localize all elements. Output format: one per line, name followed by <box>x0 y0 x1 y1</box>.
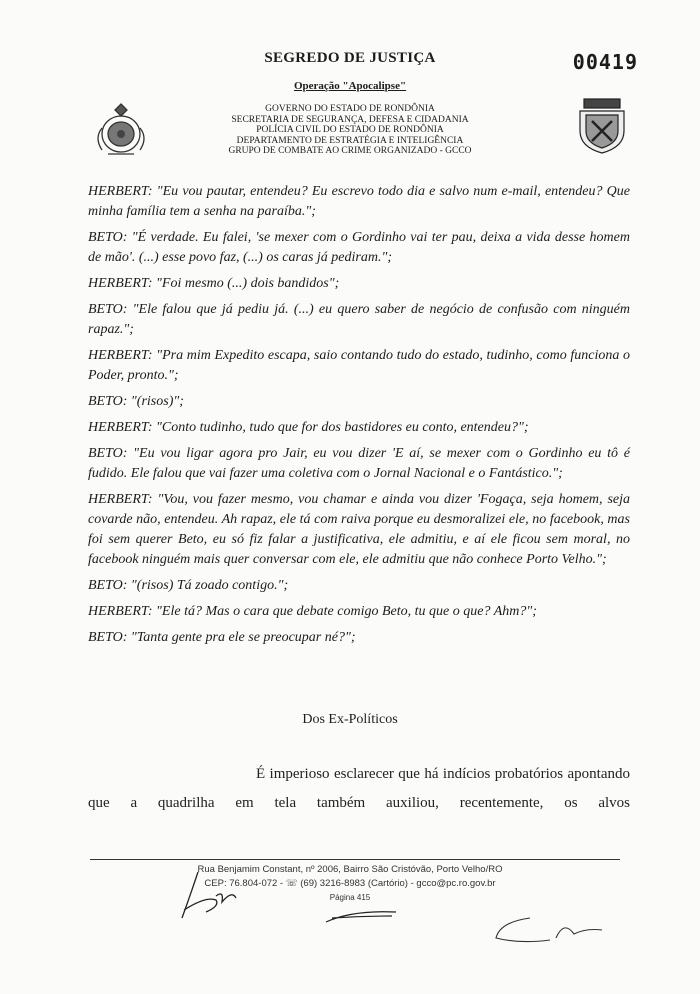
speaker-label: BETO: <box>88 394 128 409</box>
dialogue-text: "Ele tá? Mas o cara que debate comigo Beto, tu que o que? Ahm?"; <box>152 604 537 619</box>
footer-contact: CEP: 76.804-072 - ☏ (69) 3216-8983 (Cartório) - gcco@pc.ro.gov.br <box>204 878 496 889</box>
dialogue-text: "Eu vou ligar agora pro Jair, eu vou dizer 'E aí, se mexer com o Gordinho eu tô é fudido. Ele falou que vai fazer uma coletiva com o Jornal Nacional e o Fantástico."; <box>88 446 630 481</box>
institution-line: GOVERNO DO ESTADO DE RONDÔNIA <box>265 104 435 114</box>
speaker-label: HERBERT: <box>88 276 153 291</box>
dialogue-line <box>88 346 630 386</box>
dialogue-text: "Pra mim Expedito escapa, saio contando tudo do estado, tudinho, como funciona o Poder, pronto."; <box>88 348 630 383</box>
dialogue-line <box>88 274 630 294</box>
dialogue-text: "(risos) Tá zoado contigo."; <box>127 578 289 593</box>
dialogue-line <box>88 392 630 412</box>
institution-line: SECRETARIA DE SEGURANÇA, DEFESA E CIDADANIA <box>231 114 469 125</box>
footer-divider <box>90 859 620 860</box>
speaker-label: BETO: <box>88 578 128 593</box>
section-body-paragraph: É imperioso esclarecer que há indícios probatórios apontando que a quadrilha em tela também auxiliou, recentemente, os alvos <box>88 766 630 811</box>
dialogue-line <box>88 444 630 484</box>
page-number: Página 415 <box>329 893 371 902</box>
section-heading: Dos Ex-Políticos <box>302 712 398 727</box>
speaker-label: HERBERT: <box>88 492 153 507</box>
footer-block <box>0 863 700 905</box>
dialogue-text: "Conto tudinho, tudo que for dos bastidores eu conto, entendeu?"; <box>152 420 529 435</box>
dialogue-line <box>88 182 630 222</box>
dialogue-text: "Vou, vou fazer mesmo, vou chamar e ainda vou dizer 'Fogaça, seja homem, seja covarde não, entendeu. Ah rapaz, ele tá com raiva porque eu desmoralizei ele, no facebook, mas foi sem querer Beto, eu só fiz falar a justificativa, ele admitiu, e aí ele ficou sem moral, no facebook ninguém mais quer conversar com ele, ele admitiu que não conhece Porto Velho."; <box>88 492 630 567</box>
dialogue-line <box>88 490 630 570</box>
dialogue-line <box>88 418 630 438</box>
speaker-label: HERBERT: <box>88 420 153 435</box>
speaker-label: HERBERT: <box>88 348 153 363</box>
dialogue-line <box>88 576 630 596</box>
dialogue-text: "(risos)"; <box>127 394 184 409</box>
operation-name: Operação "Apocalipse" <box>293 80 407 92</box>
secrecy-header: SEGREDO DE JUSTIÇA <box>264 50 436 66</box>
handwritten-signature-right <box>490 910 610 950</box>
footer-address: Rua Benjamim Constant, nº 2006, Bairro São Cristóvão, Porto Velho/RO <box>197 864 503 875</box>
institution-line: POLÍCIA CIVIL DO ESTADO DE RONDÔNIA <box>256 125 444 135</box>
speaker-label: BETO: <box>88 302 128 317</box>
institution-line: GRUPO DE COMBATE AO CRIME ORGANIZADO - GCCO <box>228 146 472 156</box>
dialogue-text: "Tanta gente pra ele se preocupar né?"; <box>127 630 356 645</box>
dialogue-line <box>88 228 630 268</box>
dialogue-line <box>88 628 630 648</box>
speaker-label: HERBERT: <box>88 184 153 199</box>
speaker-label: BETO: <box>88 446 128 461</box>
dialogue-text: "É verdade. Eu falei, 'se mexer com o Gordinho vai ter pau, deixa a vida desse homem de mão'. (...) esse povo faz, (...) os caras já pediram."; <box>88 230 630 265</box>
transcript-dialogue <box>88 182 630 654</box>
handwritten-signature-stroke <box>322 902 402 928</box>
handwritten-initials-signature <box>176 866 256 922</box>
dialogue-text: "Ele falou que já pediu já. (...) eu quero saber de negócio de confusão com ninguém rapaz."; <box>88 302 630 337</box>
speaker-label: BETO: <box>88 630 128 645</box>
dialogue-line <box>88 300 630 340</box>
dialogue-line <box>88 602 630 622</box>
document-number-stamp: 00419 <box>572 50 638 74</box>
speaker-label: HERBERT: <box>88 604 153 619</box>
institution-block <box>0 104 700 157</box>
speaker-label: BETO: <box>88 230 128 245</box>
dialogue-text: "Eu vou pautar, entendeu? Eu escrevo todo dia e salvo num e-mail, entendeu? Que minha família tem a senha na paraíba."; <box>88 184 630 219</box>
dialogue-text: "Foi mesmo (...) dois bandidos"; <box>152 276 340 291</box>
institution-line: DEPARTAMENTO DE ESTRATÉGIA E INTELIGÊNCIA <box>236 135 464 146</box>
